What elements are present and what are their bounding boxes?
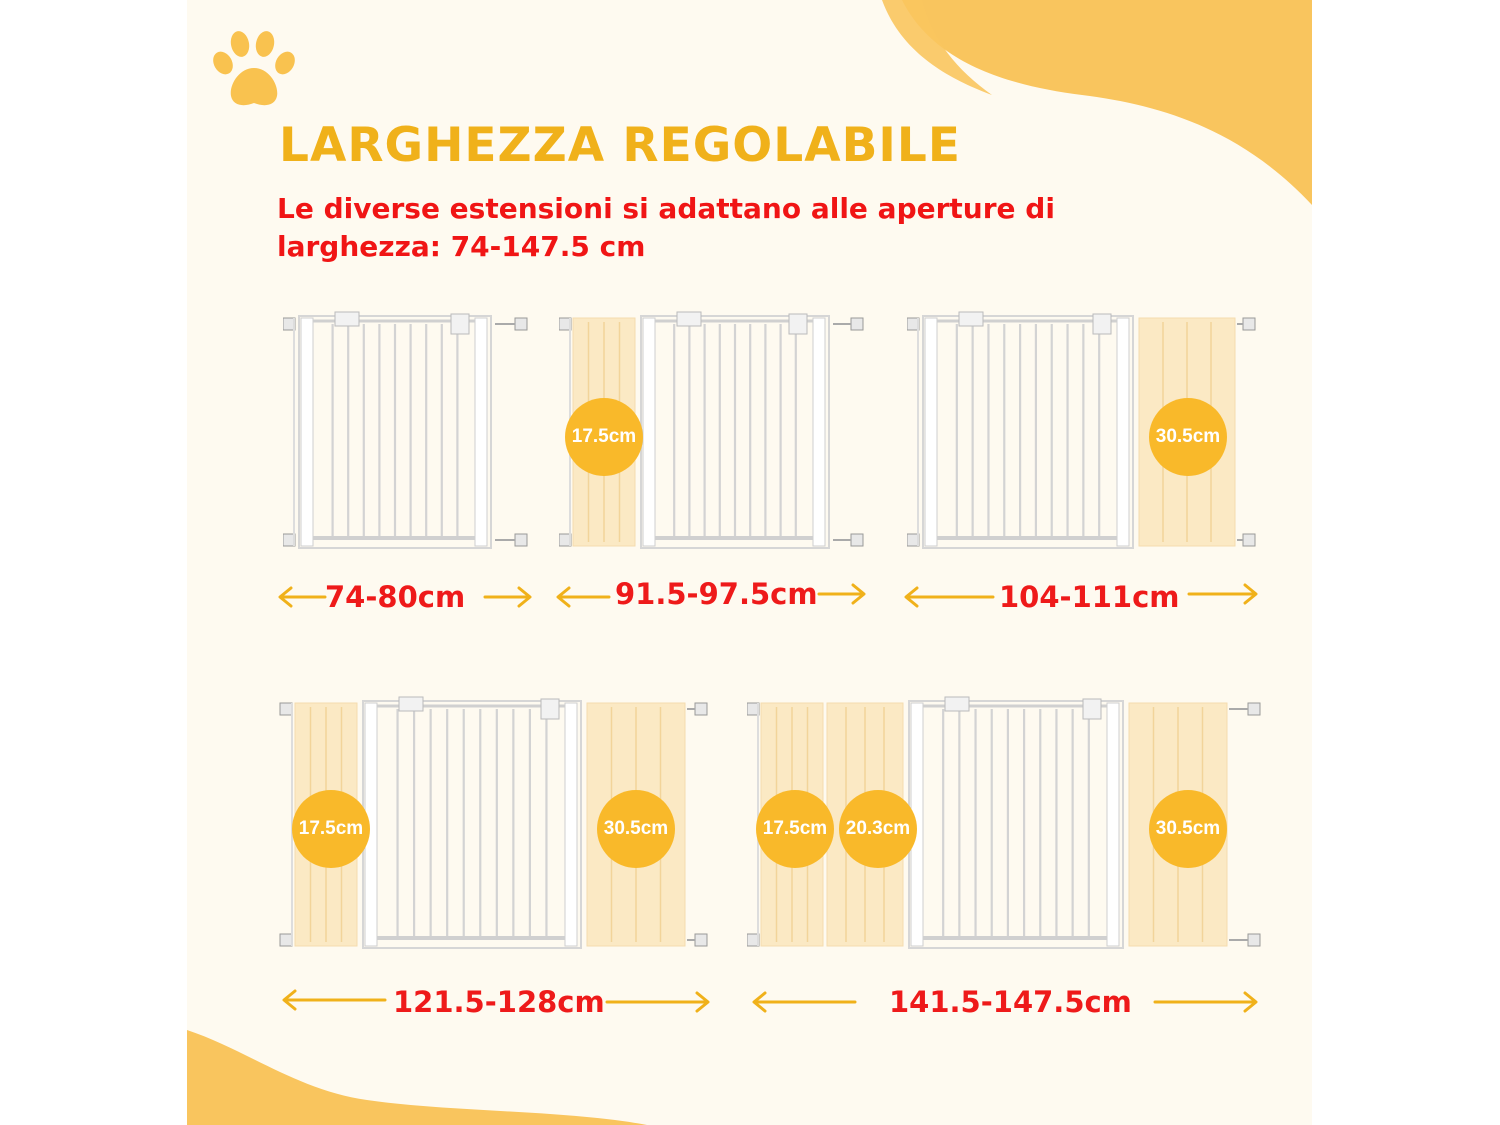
mounting-bolt: [687, 703, 707, 946]
width-label-config-5: 141.5-147.5cm: [889, 985, 1132, 1019]
arrow-right-icon: [1153, 990, 1259, 1014]
arrow-left-icon: [277, 585, 327, 609]
gate-config-1: [283, 310, 529, 560]
mounting-bolt: [1237, 318, 1255, 546]
page-title: LARGHEZZA REGOLABILE: [279, 118, 961, 173]
mounting-bolt: [907, 318, 919, 546]
gate-illustration: [283, 310, 529, 560]
mounting-bolt: [283, 318, 295, 546]
mounting-bolt: [833, 318, 863, 546]
arrow-right-icon: [1187, 582, 1259, 606]
arrow-left-icon: [281, 988, 387, 1012]
decorative-wave-bottom-left: [187, 1020, 647, 1125]
gate-door: [641, 312, 829, 548]
gate-door: [299, 312, 491, 548]
mounting-bolt: [495, 318, 527, 546]
extension-badge: 17.5cm: [292, 790, 370, 868]
paw-print-icon: [209, 30, 301, 110]
decorative-wave-top-right: [862, 0, 1312, 215]
extension-badge: 17.5cm: [756, 790, 834, 868]
width-label-config-4: 121.5-128cm: [393, 985, 605, 1019]
arrow-left-icon: [751, 990, 857, 1014]
arrow-right-icon: [817, 582, 867, 606]
arrow-left-icon: [555, 585, 611, 609]
width-label-config-3: 104-111cm: [999, 580, 1180, 614]
gate-door: [923, 312, 1133, 548]
width-label-config-1: 74-80cm: [325, 580, 466, 614]
subtitle-line-1: Le diverse estensioni si adattano alle aperture di: [277, 192, 1055, 225]
extension-badge: 30.5cm: [1149, 398, 1227, 476]
extension-badge: 20.3cm: [839, 790, 917, 868]
mounting-bolt: [280, 703, 293, 946]
width-label-config-2: 91.5-97.5cm: [615, 577, 818, 611]
extension-badge: 30.5cm: [597, 790, 675, 868]
subtitle-line-2: larghezza: 74-147.5 cm: [277, 230, 646, 263]
gate-door: [909, 697, 1123, 948]
page-subtitle: [277, 190, 1177, 266]
arrow-right-icon: [483, 585, 533, 609]
product-infographic: [187, 0, 1312, 1125]
mounting-bolt: [1229, 703, 1260, 946]
arrow-left-icon: [903, 585, 995, 609]
gate-door: [363, 697, 581, 948]
extension-badge: 30.5cm: [1149, 790, 1227, 868]
extension-badge: 17.5cm: [565, 398, 643, 476]
arrow-right-icon: [605, 990, 711, 1014]
